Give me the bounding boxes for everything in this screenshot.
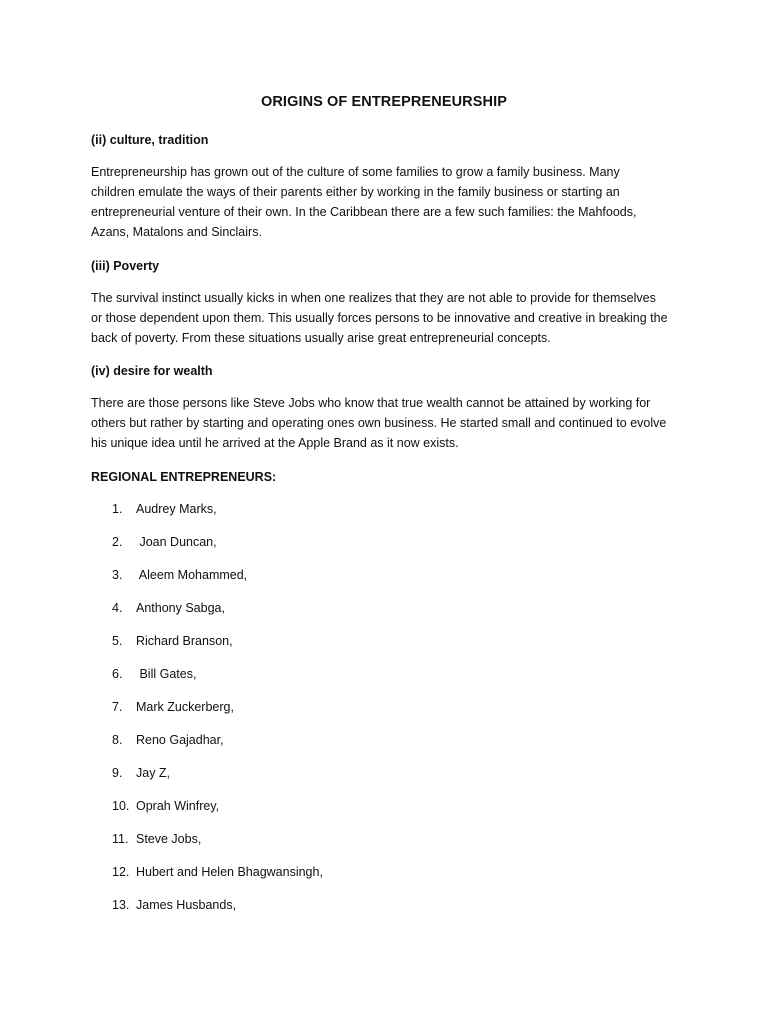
paragraph-line: There are those persons like Steve Jobs who know that true wealth cannot be attained by working for	[91, 396, 651, 410]
list-name: Richard Branson,	[136, 634, 233, 648]
list-name: Steve Jobs,	[136, 832, 202, 846]
section-heading-poverty: (iii) Poverty	[91, 259, 160, 273]
list-name: Hubert and Helen Bhagwansingh,	[136, 865, 323, 879]
list-item	[112, 766, 170, 780]
paragraph-line: Entrepreneurship has grown out of the culture of some families to grow a family business. Many	[91, 165, 620, 179]
list-number: 3.	[112, 568, 123, 582]
paragraph-line: his unique idea until he arrived at the Apple Brand as it now exists.	[91, 436, 459, 450]
paragraph-line: Azans, Matalons and Sinclairs.	[91, 225, 262, 239]
paragraph-line: others but rather by starting and operating ones own business. He started small and continued to evolve	[91, 416, 667, 430]
list-number: 13.	[112, 898, 130, 912]
list-number: 7.	[112, 700, 123, 714]
list-name: Audrey Marks,	[136, 502, 217, 516]
list-name: Oprah Winfrey,	[136, 799, 220, 813]
list-number: 1.	[112, 502, 123, 516]
paragraph-line: The survival instinct usually kicks in when one realizes that they are not able to provide for themselves	[91, 291, 656, 305]
page-title: ORIGINS OF ENTREPRENEURSHIP	[260, 94, 507, 110]
list-item	[112, 667, 196, 681]
list-item	[112, 700, 234, 714]
list-name: Mark Zuckerberg,	[136, 700, 234, 714]
list-number: 9.	[112, 766, 123, 780]
list-name: Bill Gates,	[136, 667, 197, 681]
list-number: 12.	[112, 865, 130, 879]
list-number: 2.	[112, 535, 123, 549]
list-number: 11.	[112, 832, 129, 846]
section-heading-culture: (ii) culture, tradition	[91, 133, 209, 147]
paragraph-line: back of poverty. From these situations usually arise great entrepreneurial concepts.	[91, 331, 551, 345]
list-item	[112, 832, 201, 846]
paragraph-line: children emulate the ways of their parents either by working in the family business or starting an	[91, 185, 620, 199]
list-number: 4.	[112, 601, 123, 615]
list-item	[112, 601, 225, 615]
section-paragraph-poverty	[91, 288, 691, 348]
section-paragraph-wealth	[91, 393, 691, 453]
paragraph-line: or those dependent upon them. This usually forces persons to be innovative and creative in breaking the	[91, 311, 668, 325]
section-paragraph-culture	[91, 162, 691, 242]
list-item	[112, 733, 224, 747]
list-name: Joan Duncan,	[136, 535, 217, 549]
list-number: 8.	[112, 733, 123, 747]
list-name: Reno Gajadhar,	[136, 733, 224, 747]
list-name: James Husbands,	[136, 898, 237, 912]
list-item	[112, 502, 217, 516]
list-name: Aleem Mohammed,	[136, 568, 248, 582]
section-heading-wealth: (iv) desire for wealth	[91, 364, 213, 378]
list-item	[112, 799, 219, 813]
list-item	[112, 898, 236, 912]
list-item	[112, 865, 323, 879]
list-number: 6.	[112, 667, 123, 681]
paragraph-line: entrepreneurial venture of their own. In the Caribbean there are a few such families: the Mahfoods,	[91, 205, 637, 219]
list-name: Anthony Sabga,	[136, 601, 225, 615]
list-item	[112, 634, 233, 648]
list-number: 10.	[112, 799, 130, 813]
regional-entrepreneurs-heading: REGIONAL ENTREPRENEURS:	[91, 470, 277, 484]
list-item	[112, 535, 217, 549]
list-item	[112, 568, 247, 582]
list-number: 5.	[112, 634, 123, 648]
list-name: Jay Z,	[136, 766, 171, 780]
